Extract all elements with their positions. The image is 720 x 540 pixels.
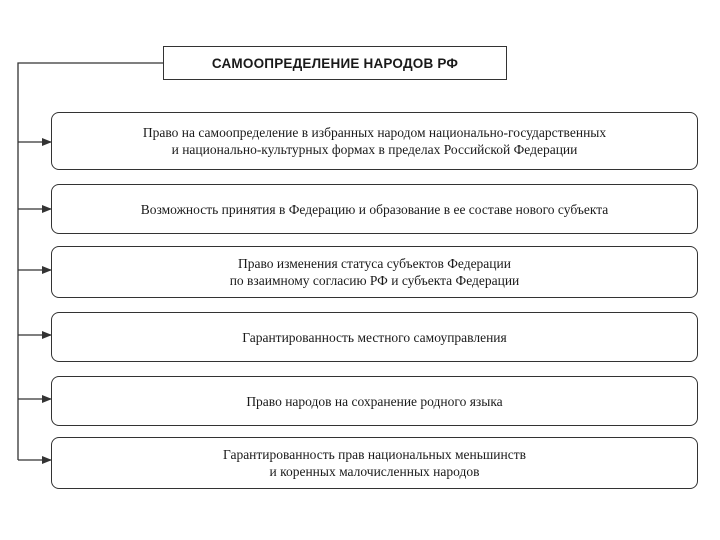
item-box-6 — [51, 437, 698, 489]
item-text-6: Гарантированность прав национальных меньшинств и коренных малочисленных народов — [222, 447, 526, 479]
item-text-1: Право на самоопределение в избранных народом национально-государственных и национально-культурных формах в пределах Российской Федерации — [142, 125, 607, 157]
diagram-title: САМООПРЕДЕЛЕНИЕ НАРОДОВ РФ — [211, 55, 459, 71]
item-text-3: Право изменения статуса субъектов Федерации по взаимному согласию РФ и субъекта Федерации — [229, 256, 520, 288]
item-text-4: Гарантированность местного самоуправления — [242, 329, 507, 345]
diagram-title-box — [163, 46, 507, 80]
item-text-2: Возможность принятия в Федерацию и образование в ее составе нового субъекта — [140, 201, 609, 217]
item-text-5: Право народов на сохранение родного языка — [246, 393, 503, 409]
item-box-4 — [51, 312, 698, 362]
item-box-1 — [51, 112, 698, 170]
item-box-5 — [51, 376, 698, 426]
item-box-3 — [51, 246, 698, 298]
item-box-2 — [51, 184, 698, 234]
